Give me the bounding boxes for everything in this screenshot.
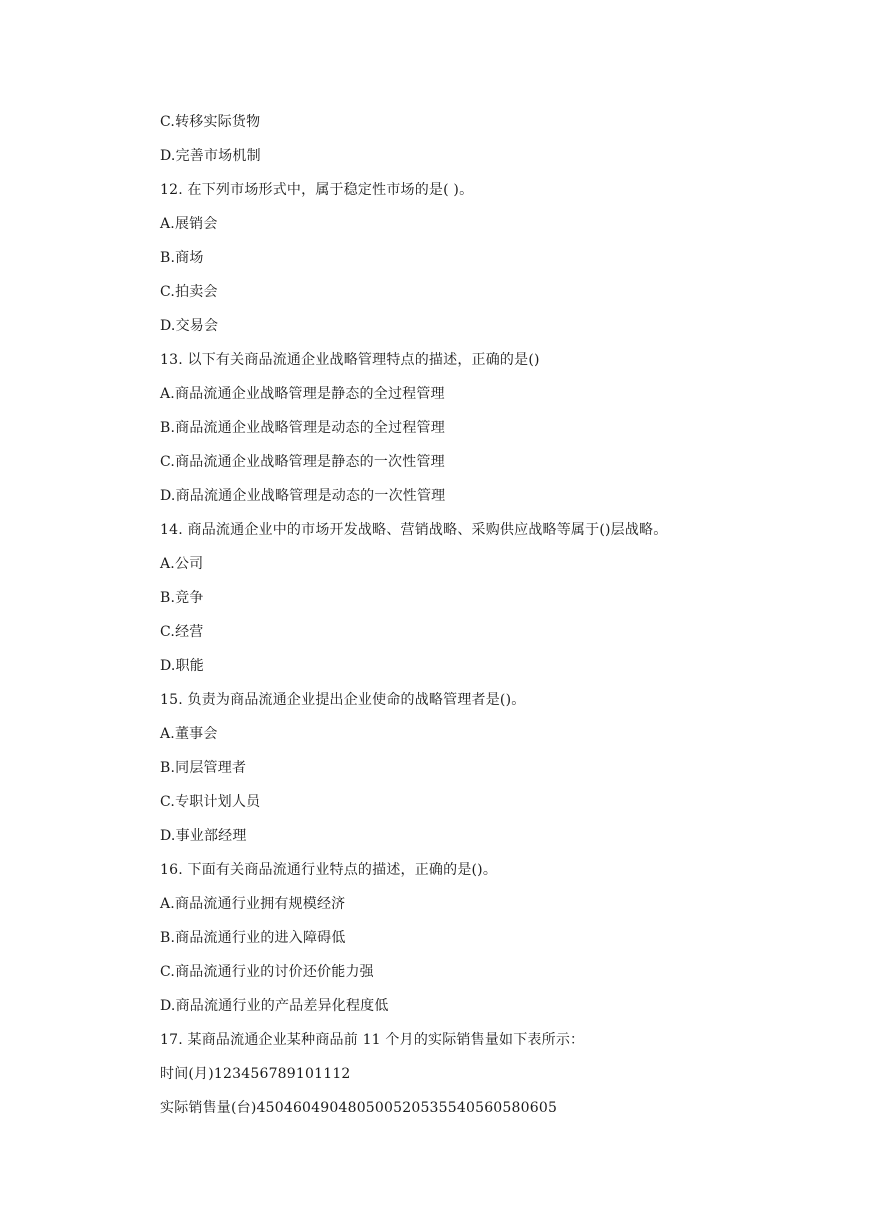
question-14-option-c: C.经营 (160, 624, 204, 640)
table-row-sales: 实际销售量(台)450460490480500520535540560580605 (160, 1100, 558, 1116)
question-15-option-a: A.董事会 (160, 726, 218, 742)
question-12-option-d: D.交易会 (160, 318, 219, 334)
document-page (160, 110, 840, 1130)
question-13-option-d: D.商品流通企业战略管理是动态的一次性管理 (160, 488, 446, 504)
question-15-option-b: B.同层管理者 (160, 760, 247, 776)
question-12-option-c: C.拍卖会 (160, 284, 218, 300)
question-14-option-b: B.竞争 (160, 590, 204, 606)
question-15-option-d: D.事业部经理 (160, 828, 247, 844)
question-16: 16. 下面有关商品流通行业特点的描述，正确的是()。 (160, 862, 498, 878)
question-12-option-b: B.商场 (160, 250, 204, 266)
question-16-option-a: A.商品流通行业拥有规模经济 (160, 896, 346, 912)
question-15: 15. 负责为商品流通企业提出企业使命的战略管理者是()。 (160, 692, 526, 708)
question-16-option-c: C.商品流通行业的讨价还价能力强 (160, 964, 374, 980)
question-13-option-a: A.商品流通企业战略管理是静态的全过程管理 (160, 386, 445, 402)
option-d-line: D.完善市场机制 (160, 148, 261, 164)
question-14-option-d: D.职能 (160, 658, 204, 674)
question-17: 17. 某商品流通企业某种商品前 11 个月的实际销售量如下表所示： (160, 1032, 585, 1048)
table-row-time: 时间(月)123456789101112 (160, 1066, 351, 1082)
question-13-option-b: B.商品流通企业战略管理是动态的全过程管理 (160, 420, 445, 436)
question-13: 13. 以下有关商品流通企业战略管理特点的描述，正确的是() (160, 352, 540, 368)
question-13-option-c: C.商品流通企业战略管理是静态的一次性管理 (160, 454, 445, 470)
question-12-option-a: A.展销会 (160, 216, 218, 232)
question-16-option-d: D.商品流通行业的产品差异化程度低 (160, 998, 389, 1014)
option-c-line: C.转移实际货物 (160, 114, 261, 130)
question-15-option-c: C.专职计划人员 (160, 794, 261, 810)
question-12: 12. 在下列市场形式中，属于稳定性市场的是( )。 (160, 182, 474, 198)
question-14: 14. 商品流通企业中的市场开发战略、营销战略、采购供应战略等属于()层战略。 (160, 522, 668, 538)
question-16-option-b: B.商品流通行业的进入障碍低 (160, 930, 346, 946)
question-14-option-a: A.公司 (160, 556, 204, 572)
